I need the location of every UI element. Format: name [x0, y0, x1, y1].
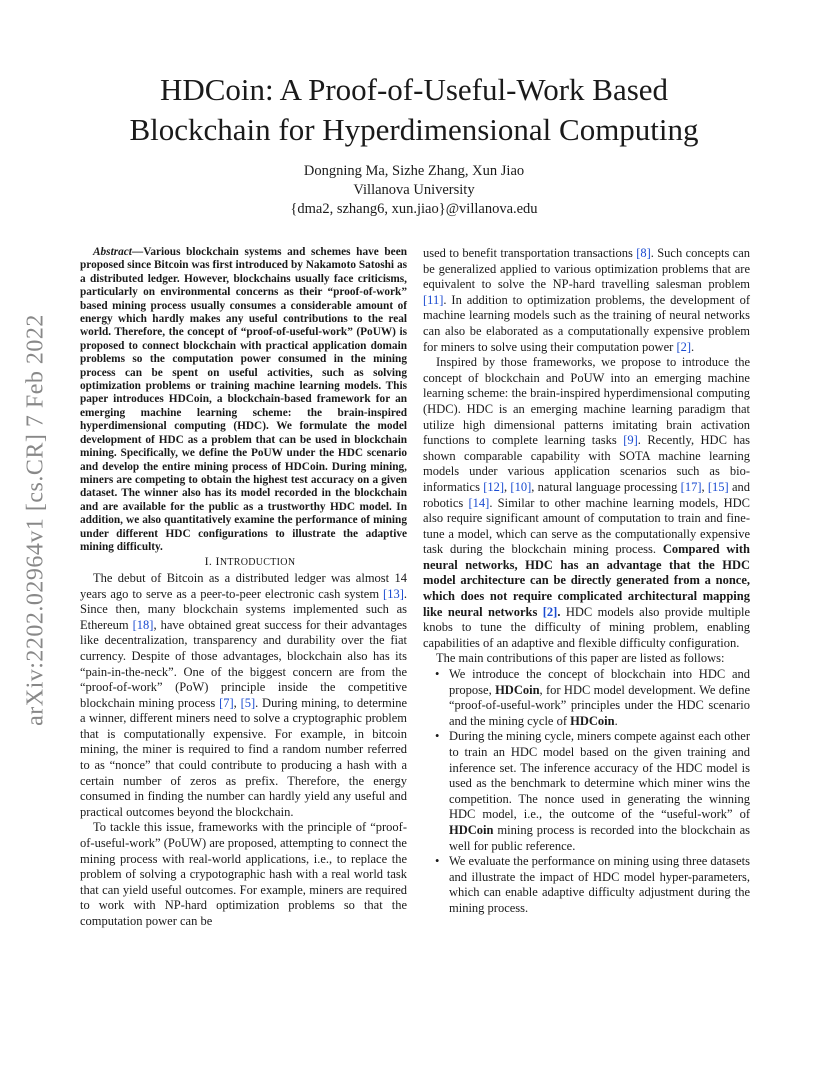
list-item: • We evaluate the performance on mining using three datasets and illustrate the impact of HDC model hyper-parameters, which can enable adaptive difficulty adjustment during the mining process.: [423, 854, 750, 916]
abstract-label: Abstract: [93, 246, 132, 258]
arxiv-sidebar: [6, 160, 66, 880]
citation-2[interactable]: [2]: [676, 339, 692, 354]
title-line-2: Blockchain for Hyperdimensional Computing: [129, 112, 699, 147]
citation-13[interactable]: [13]: [383, 586, 404, 601]
author-block: [160, 162, 668, 219]
citation-5[interactable]: [5]: [240, 695, 256, 710]
citation-15[interactable]: [15]: [707, 479, 729, 494]
author-names: Dongning Ma, Sizhe Zhang, Xun Jiao: [303, 163, 525, 179]
citation-9[interactable]: [9]: [623, 433, 638, 448]
left-column: [80, 246, 407, 930]
citation-18[interactable]: [18]: [132, 617, 154, 632]
list-item: • During the mining cycle, miners compete against each other to train an HDC model based on the given training and inference set. The inference accuracy of the HDC model is used as the benchmark to determine which miner wins the competition. The nonce used in generating the winning HDC model, i.e., the outcome of the “useful-work” of HDCoin mining process is recorded into the blockchain as well for public reference.: [423, 729, 750, 854]
citation-14[interactable]: [14]: [468, 495, 490, 510]
paper-title: [60, 70, 768, 150]
section-heading-introduction: I. INTRODUCTION: [204, 554, 296, 569]
arxiv-identifier: arXiv:2202.02964v1 [cs.CR] 7 Feb 2022: [22, 314, 49, 726]
citation-2-bold[interactable]: [2]: [542, 604, 558, 619]
citation-11[interactable]: [11]: [423, 292, 444, 307]
intro-paragraph-1: The debut of Bitcoin as a distributed ledger was almost 14 years ago to serve as a peer-to-peer electronic cash system [13]. Since then, many blockchain systems implemented such as Ethereum [18], have obtained great success for their advantages like decentralization, transparency and durability over the fiat currency. Despite of those advantages, blockchain also has its “pain-in-the-neck”. One of the biggest concern are from the “proof-of-work” (PoW) principle inside the competitive blockchain mining process [7], [5]. During mining, to determine a winner, different miners need to solve a cryptographic problem that is computationally expensive. For example, in bitcoin mining, the miner is required to find a random number referred to as “nonce” that could contribute to producing a hash with a certain number of zeros as prefix. Therefore, the energy consumed in finding the number can hardly yield any useful and practical outcomes beyond the blockchain.: [80, 570, 408, 819]
contributions-list: [423, 667, 750, 917]
author-affiliation: Villanova University: [353, 182, 475, 198]
intro-paragraph-2-cont: used to benefit transportation transactions [8]. Such concepts can be generalized applied to various optimization problems that are equivalent to solve the NP-hard travelling salesman problem [11]. In addition to optimization problems, the development of machine learning models such as the training of neural networks can also be elaborated as a computationally expensive problem for miners to solve using their computation power [2].: [423, 246, 750, 354]
intro-paragraph-3: Inspired by those frameworks, we propose to introduce the concept of blockchain and PoUW into an emerging machine learning scheme: the brain-inspired hyperdimensional computing (HDC). HDC is an emerging machine learning paradigm that utilize high dimensional patterns imitating brain activation functions to complete learning tasks [9]. Recently, HDC has shown comparable capability with SOTA machine learning models under various application scenarios such as bio-informatics [12], [10], natural language processing [17], [15] and robotics [14]. Similar to other machine learning models, HDC also require significant amount of computation to train and fine-tune a model, which can serve as the computationally expensive task during the blockchain mining process. Compared with neural networks, HDC has an advantage that the HDC model architecture can be directly generated from a nonce, which does not require complicated architectural mapping like neural networks [2]. HDC models also provide multiple knobs to tune the difficulty of mining problem, enabling capabilities of an adaptive and flexible difficulty configuration.: [423, 355, 751, 650]
abstract: [80, 246, 407, 554]
right-column: [423, 246, 750, 917]
list-item: • We introduce the concept of blockchain into HDC and propose, HDCoin, for HDC model development. We define “proof-of-useful-work” principles under the HDC scenario and the mining cycle of HDCoin.: [423, 667, 750, 729]
citation-7[interactable]: [7]: [219, 695, 234, 710]
contributions-intro: The main contributions of this paper are listed as follows:: [436, 651, 725, 666]
abstract-text: —Various blockchain systems and schemes have been proposed since Bitcoin was first introduced by Nakamoto Satoshi as a distributed ledger. However, blockchains usually face criticisms, particularly on environmental concerns as their “proof-of-work” based mining process usually consumes a considerable amount of energy which hardly makes any useful contributions to the real world. Therefore, the concept of “proof-of-useful-work” (PoUW) is proposed to connect blockchain with practical application domain problems so the computation power consumed in the mining process can be spent on useful activities, such as solving optimization problems or training machine learning models. This paper introduces HDCoin, a blockchain-based framework for an emerging machine learning scheme: the brain-inspired hyperdimensional computing (HDC). We formulate the model development of HDC as a problem that can be used in blockchain mining. Specifically, we define the PoUW under the HDC scenario and develop the entire mining process of HDCoin. During mining, miners are competing to obtain the highest test accuracy on a given dataset. The winner also has its model recorded in the blockchain and are available for the public as a trustworthy HDC model. In addition, we also quantitatively examine the performance of mining under different HDC configurations to illustrate the adaptive mining difficulty.: [80, 246, 407, 553]
title-line-1: HDCoin: A Proof-of-Useful-Work Based: [159, 72, 669, 107]
citation-10[interactable]: [10]: [510, 479, 532, 494]
intro-paragraph-2: To tackle this issue, frameworks with the principle of “proof-of-useful-work” (PoUW) are proposed, attempting to connect the mining process with real-world applications, i.e., to replace the problem of solving a crypotographic hash with a real world task that can yield useful outcomes. For example, miners are required to work with NP-hard optimization problems so that the computation power can be: [80, 820, 407, 928]
citation-12[interactable]: [12]: [483, 479, 505, 494]
author-emails: {dma2, szhang6, xun.jiao}@villanova.edu: [290, 201, 538, 217]
citation-8[interactable]: [8]: [636, 246, 651, 260]
citation-17[interactable]: [17]: [680, 479, 702, 494]
